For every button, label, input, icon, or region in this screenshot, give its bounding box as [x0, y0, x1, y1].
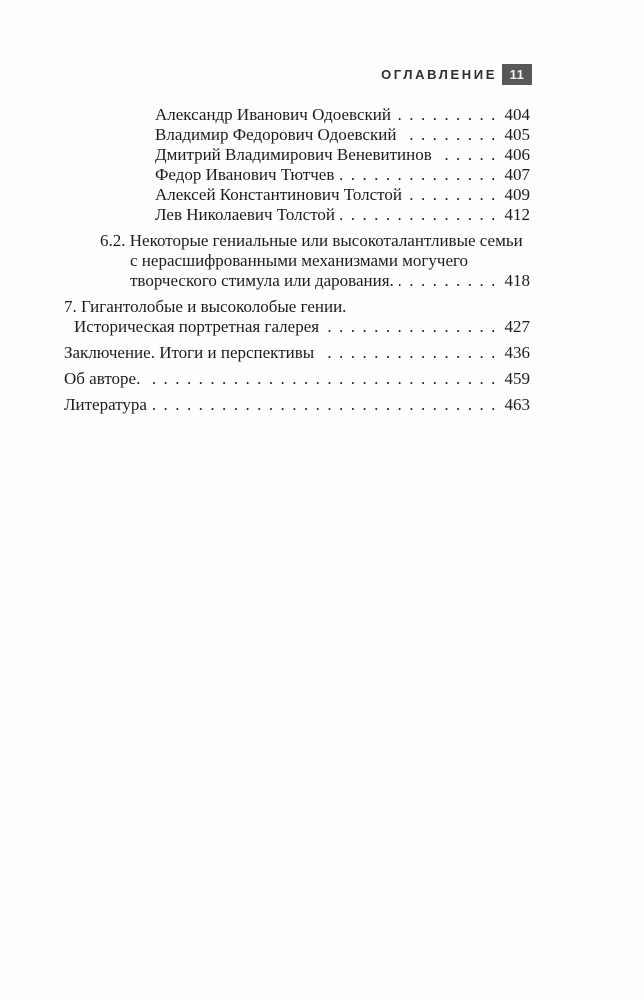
toc-entry-title: 6.2. Некоторые гениальные или высокоталантливые семьи	[100, 231, 523, 250]
toc-entry-title: Литература	[64, 395, 147, 414]
toc-entry	[64, 125, 530, 145]
dot-leader	[399, 271, 497, 291]
toc-entry-page: 407	[504, 165, 530, 184]
dot-leader	[437, 145, 497, 165]
toc-entry-title: Об авторе.	[64, 369, 141, 388]
toc-entry	[64, 231, 530, 251]
toc-entry	[64, 395, 530, 415]
toc-entry	[64, 317, 530, 337]
toc-entry-title: творческого стимула или дарования.	[130, 271, 394, 290]
toc-entry	[64, 185, 530, 205]
toc-entry-title: Заключение. Итоги и перспективы	[64, 343, 315, 362]
toc-entry-title: Федор Иванович Тютчев	[155, 165, 335, 184]
toc-entry-title: Александр Иванович Одоевский	[155, 105, 391, 124]
toc-entry-page: 463	[504, 395, 530, 414]
toc-list	[64, 105, 530, 415]
toc-entry	[64, 297, 530, 317]
dot-leader	[401, 125, 497, 145]
toc-entry-page: 427	[504, 317, 530, 336]
toc-entry-page: 406	[504, 145, 530, 164]
toc-entry	[64, 251, 530, 271]
page-header	[381, 63, 532, 85]
toc-entry	[64, 145, 530, 165]
toc-entry	[64, 105, 530, 125]
dot-leader	[152, 395, 497, 415]
dot-leader	[339, 165, 497, 185]
toc-entry-page: 412	[504, 205, 530, 224]
toc-entry-page: 409	[504, 185, 530, 204]
toc-entry-title: Дмитрий Владимирович Веневитинов	[155, 145, 432, 164]
toc-entry-title: с нерасшифрованными механизмами могучего	[130, 251, 469, 270]
toc-entry-page: 418	[504, 271, 530, 290]
dot-leader	[407, 185, 497, 205]
toc-entry	[64, 271, 530, 291]
dot-leader	[340, 205, 497, 225]
dot-leader	[396, 105, 497, 125]
toc-entry	[64, 205, 530, 225]
toc-entry-title: Владимир Федорович Одоевский	[155, 125, 397, 144]
dot-leader	[319, 343, 497, 363]
toc-entry-title: Алексей Константинович Толстой	[155, 185, 402, 204]
toc-heading: ОГЛАВЛЕНИЕ	[381, 66, 497, 82]
toc-entry	[64, 343, 530, 363]
toc-entry-title: Лев Николаевич Толстой	[155, 205, 335, 224]
toc-entry-page: 459	[504, 369, 530, 388]
page-number-badge: 11	[502, 64, 532, 85]
dot-leader	[145, 369, 497, 389]
toc-entry	[64, 165, 530, 185]
toc-entry-page: 405	[504, 125, 530, 144]
toc-entry	[64, 369, 530, 389]
toc-entry-title: Историческая портретная галерея	[74, 317, 320, 336]
dot-leader	[324, 317, 497, 337]
toc-entry-page: 404	[504, 105, 530, 124]
toc-entry-title: 7. Гигантолобые и высоколобые гении.	[64, 297, 347, 316]
toc-entry-page: 436	[504, 343, 530, 362]
